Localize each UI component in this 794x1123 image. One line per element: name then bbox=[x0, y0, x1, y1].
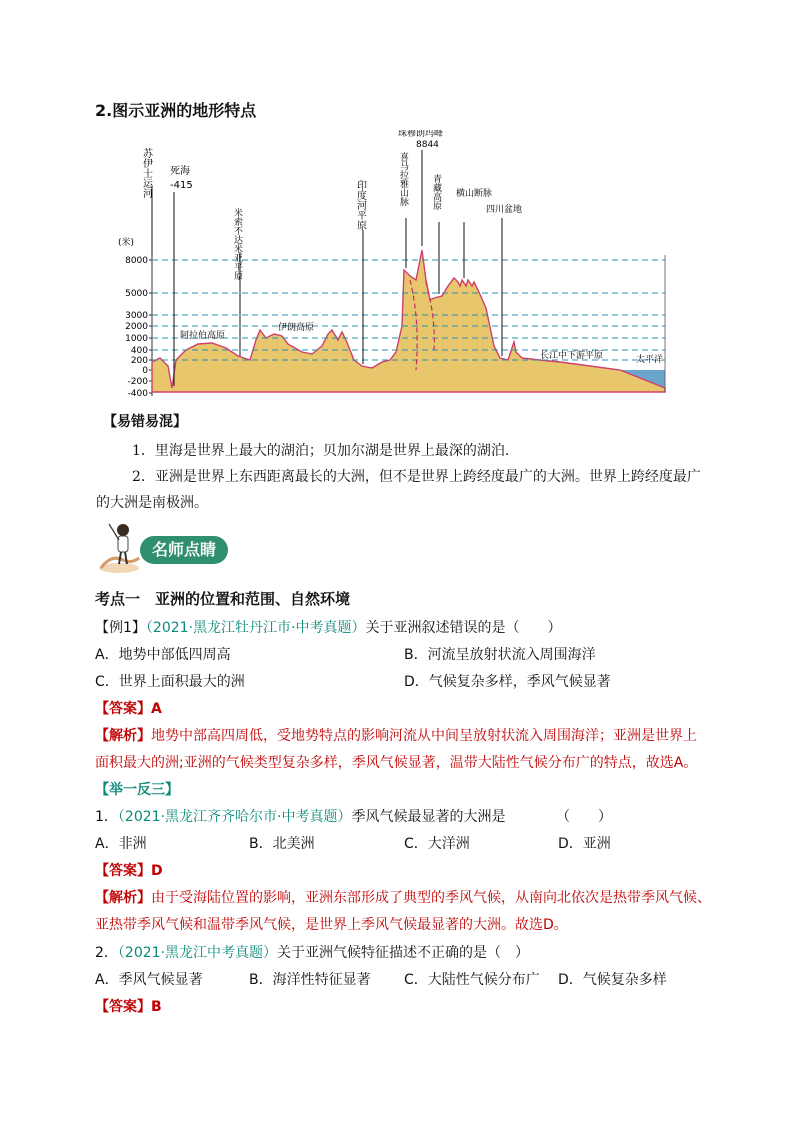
dead-sea-label: 死海 bbox=[170, 166, 190, 177]
y-tick: -400 bbox=[127, 389, 148, 399]
example-1-option-c: C．世界上面积最大的洲 bbox=[95, 674, 245, 690]
q2-text: 关于亚洲气候特征描述不正确的是（ ） bbox=[277, 945, 530, 961]
q2-answer bbox=[95, 997, 162, 1017]
q1-option-d: D．亚洲 bbox=[558, 836, 611, 852]
analysis-label: 【解析】 bbox=[95, 890, 151, 906]
answer-value: A bbox=[151, 701, 162, 717]
everest-label: 珠穆朗玛峰 bbox=[398, 130, 444, 139]
suez-label: 苏伊士运河 bbox=[140, 148, 152, 198]
example-1-option-d: D．气候复杂多样，季风气候显著 bbox=[404, 674, 611, 690]
example-1-analysis-1 bbox=[95, 726, 697, 746]
example-1-text: 关于亚洲叙述错误的是（ ） bbox=[365, 620, 562, 636]
answer-label: 【答案】 bbox=[95, 863, 151, 879]
confuse-line-1: 1．里海是世界上最大的湖泊；贝加尔湖是世界上最深的湖泊. bbox=[132, 443, 510, 459]
y-tick: 400 bbox=[130, 346, 148, 356]
y-tick: 8000 bbox=[125, 256, 148, 266]
q1-paren: （ ） bbox=[556, 809, 612, 825]
q1-analysis-2: 亚热带季风气候和温带季风气候，是世界上季风气候最显著的大洲。故选D。 bbox=[95, 917, 568, 933]
q2-option-a: A．季风气候显著 bbox=[95, 972, 203, 988]
q1-question bbox=[95, 807, 505, 827]
confuse-header: 【易错易混】 bbox=[103, 414, 187, 430]
dead-sea-value: -415 bbox=[170, 180, 193, 191]
analysis-label: 【解析】 bbox=[95, 728, 151, 744]
y-tick: 3000 bbox=[125, 311, 148, 321]
yangtze-label: 长江中下游平原 bbox=[540, 351, 604, 361]
answer-value: D bbox=[151, 863, 163, 879]
q2-option-b: B．海洋性特征显著 bbox=[249, 972, 371, 988]
example-1-source: （2021·黑龙江牡丹江市·中考真题） bbox=[145, 620, 366, 636]
teacher-tips-banner bbox=[140, 536, 228, 564]
q1-source: （2021·黑龙江齐齐哈尔市·中考真题） bbox=[117, 809, 352, 825]
arabia-label: 阿拉伯高原 bbox=[180, 331, 226, 341]
hengduan-label: 横山断脉 bbox=[456, 189, 493, 199]
sichuan-label: 四川盆地 bbox=[486, 205, 523, 215]
example-1-question bbox=[95, 618, 561, 638]
himalaya-label: 喜马拉雅山脉 bbox=[398, 152, 408, 206]
pacific-label: 太平洋 bbox=[636, 355, 664, 365]
q1-option-a: A．非洲 bbox=[95, 836, 147, 852]
q2-question bbox=[95, 943, 529, 963]
iran-label: 伊朗高原 bbox=[278, 323, 315, 333]
confuse-line-2b: 的大洲是南极洲。 bbox=[96, 495, 208, 511]
section-title: 2.图示亚洲的地形特点 bbox=[95, 101, 257, 120]
banner-text: 名师点睛 bbox=[151, 540, 216, 559]
y-tick: 2000 bbox=[125, 322, 148, 332]
answer-label: 【答案】 bbox=[95, 999, 151, 1015]
example-1-option-b: B．河流呈放射状流入周围海洋 bbox=[404, 647, 596, 663]
y-tick: 200 bbox=[130, 356, 148, 366]
q2-number: 2． bbox=[95, 945, 118, 961]
y-tick: 5000 bbox=[125, 289, 148, 299]
q1-number: 1． bbox=[95, 809, 118, 825]
example-1-prefix: 【例1】 bbox=[95, 620, 146, 636]
example-1-answer bbox=[95, 699, 162, 719]
y-tick: 0 bbox=[142, 366, 148, 376]
analysis-text: 由于受海陆位置的影响，亚洲东部形成了典型的季风气候，从南向北依次是热带季风气候、 bbox=[151, 890, 711, 906]
confuse-line-2a: 2．亚洲是世界上东西距离最长的大洲，但不是世界上跨经度最广的大洲。世界上跨经度最广 bbox=[132, 469, 701, 485]
q1-answer bbox=[95, 861, 163, 881]
answer-value: B bbox=[151, 999, 162, 1015]
y-tick: 1000 bbox=[125, 334, 148, 344]
kaodian-heading: 考点一 亚洲的位置和范围、自然环境 bbox=[95, 590, 351, 608]
q2-option-d: D．气候复杂多样 bbox=[558, 972, 667, 988]
q2-source: （2021·黑龙江中考真题） bbox=[117, 945, 278, 961]
indus-label: 印度河平原 bbox=[354, 180, 366, 230]
analysis-text: 地势中部高四周低，受地势特点的影响河流从中间呈放射状流入周围海洋；亚洲是世界上 bbox=[151, 728, 697, 744]
practice-header: 【举一反三】 bbox=[95, 782, 179, 798]
teacher-figure bbox=[97, 520, 145, 574]
asia-terrain-profile-chart bbox=[90, 130, 670, 400]
everest-value: 8844 bbox=[416, 140, 439, 150]
y-tick: -200 bbox=[127, 377, 148, 387]
qingzang-label: 青藏高原 bbox=[431, 174, 441, 210]
answer-label: 【答案】 bbox=[95, 701, 151, 717]
q1-option-c: C．大洋洲 bbox=[404, 836, 470, 852]
q1-text: 季风气候最显著的大洲是 bbox=[351, 809, 506, 825]
q2-option-c: C．大陆性气候分布广 bbox=[404, 972, 540, 988]
y-tick-labels bbox=[125, 256, 148, 399]
mesopotamia-label: 米索不达米亚平原 bbox=[232, 208, 242, 280]
q1-analysis-1 bbox=[95, 888, 711, 908]
terrain-area bbox=[152, 250, 665, 392]
example-1-analysis-2: 面积最大的洲;亚洲的气候类型复杂多样，季风气候显著，温带大陆性气候分布广的特点，故选A。 bbox=[95, 755, 698, 771]
y-unit-label: (米) bbox=[118, 238, 135, 248]
example-1-option-a: A．地势中部低四周高 bbox=[95, 647, 231, 663]
q1-option-b: B．北美洲 bbox=[249, 836, 315, 852]
